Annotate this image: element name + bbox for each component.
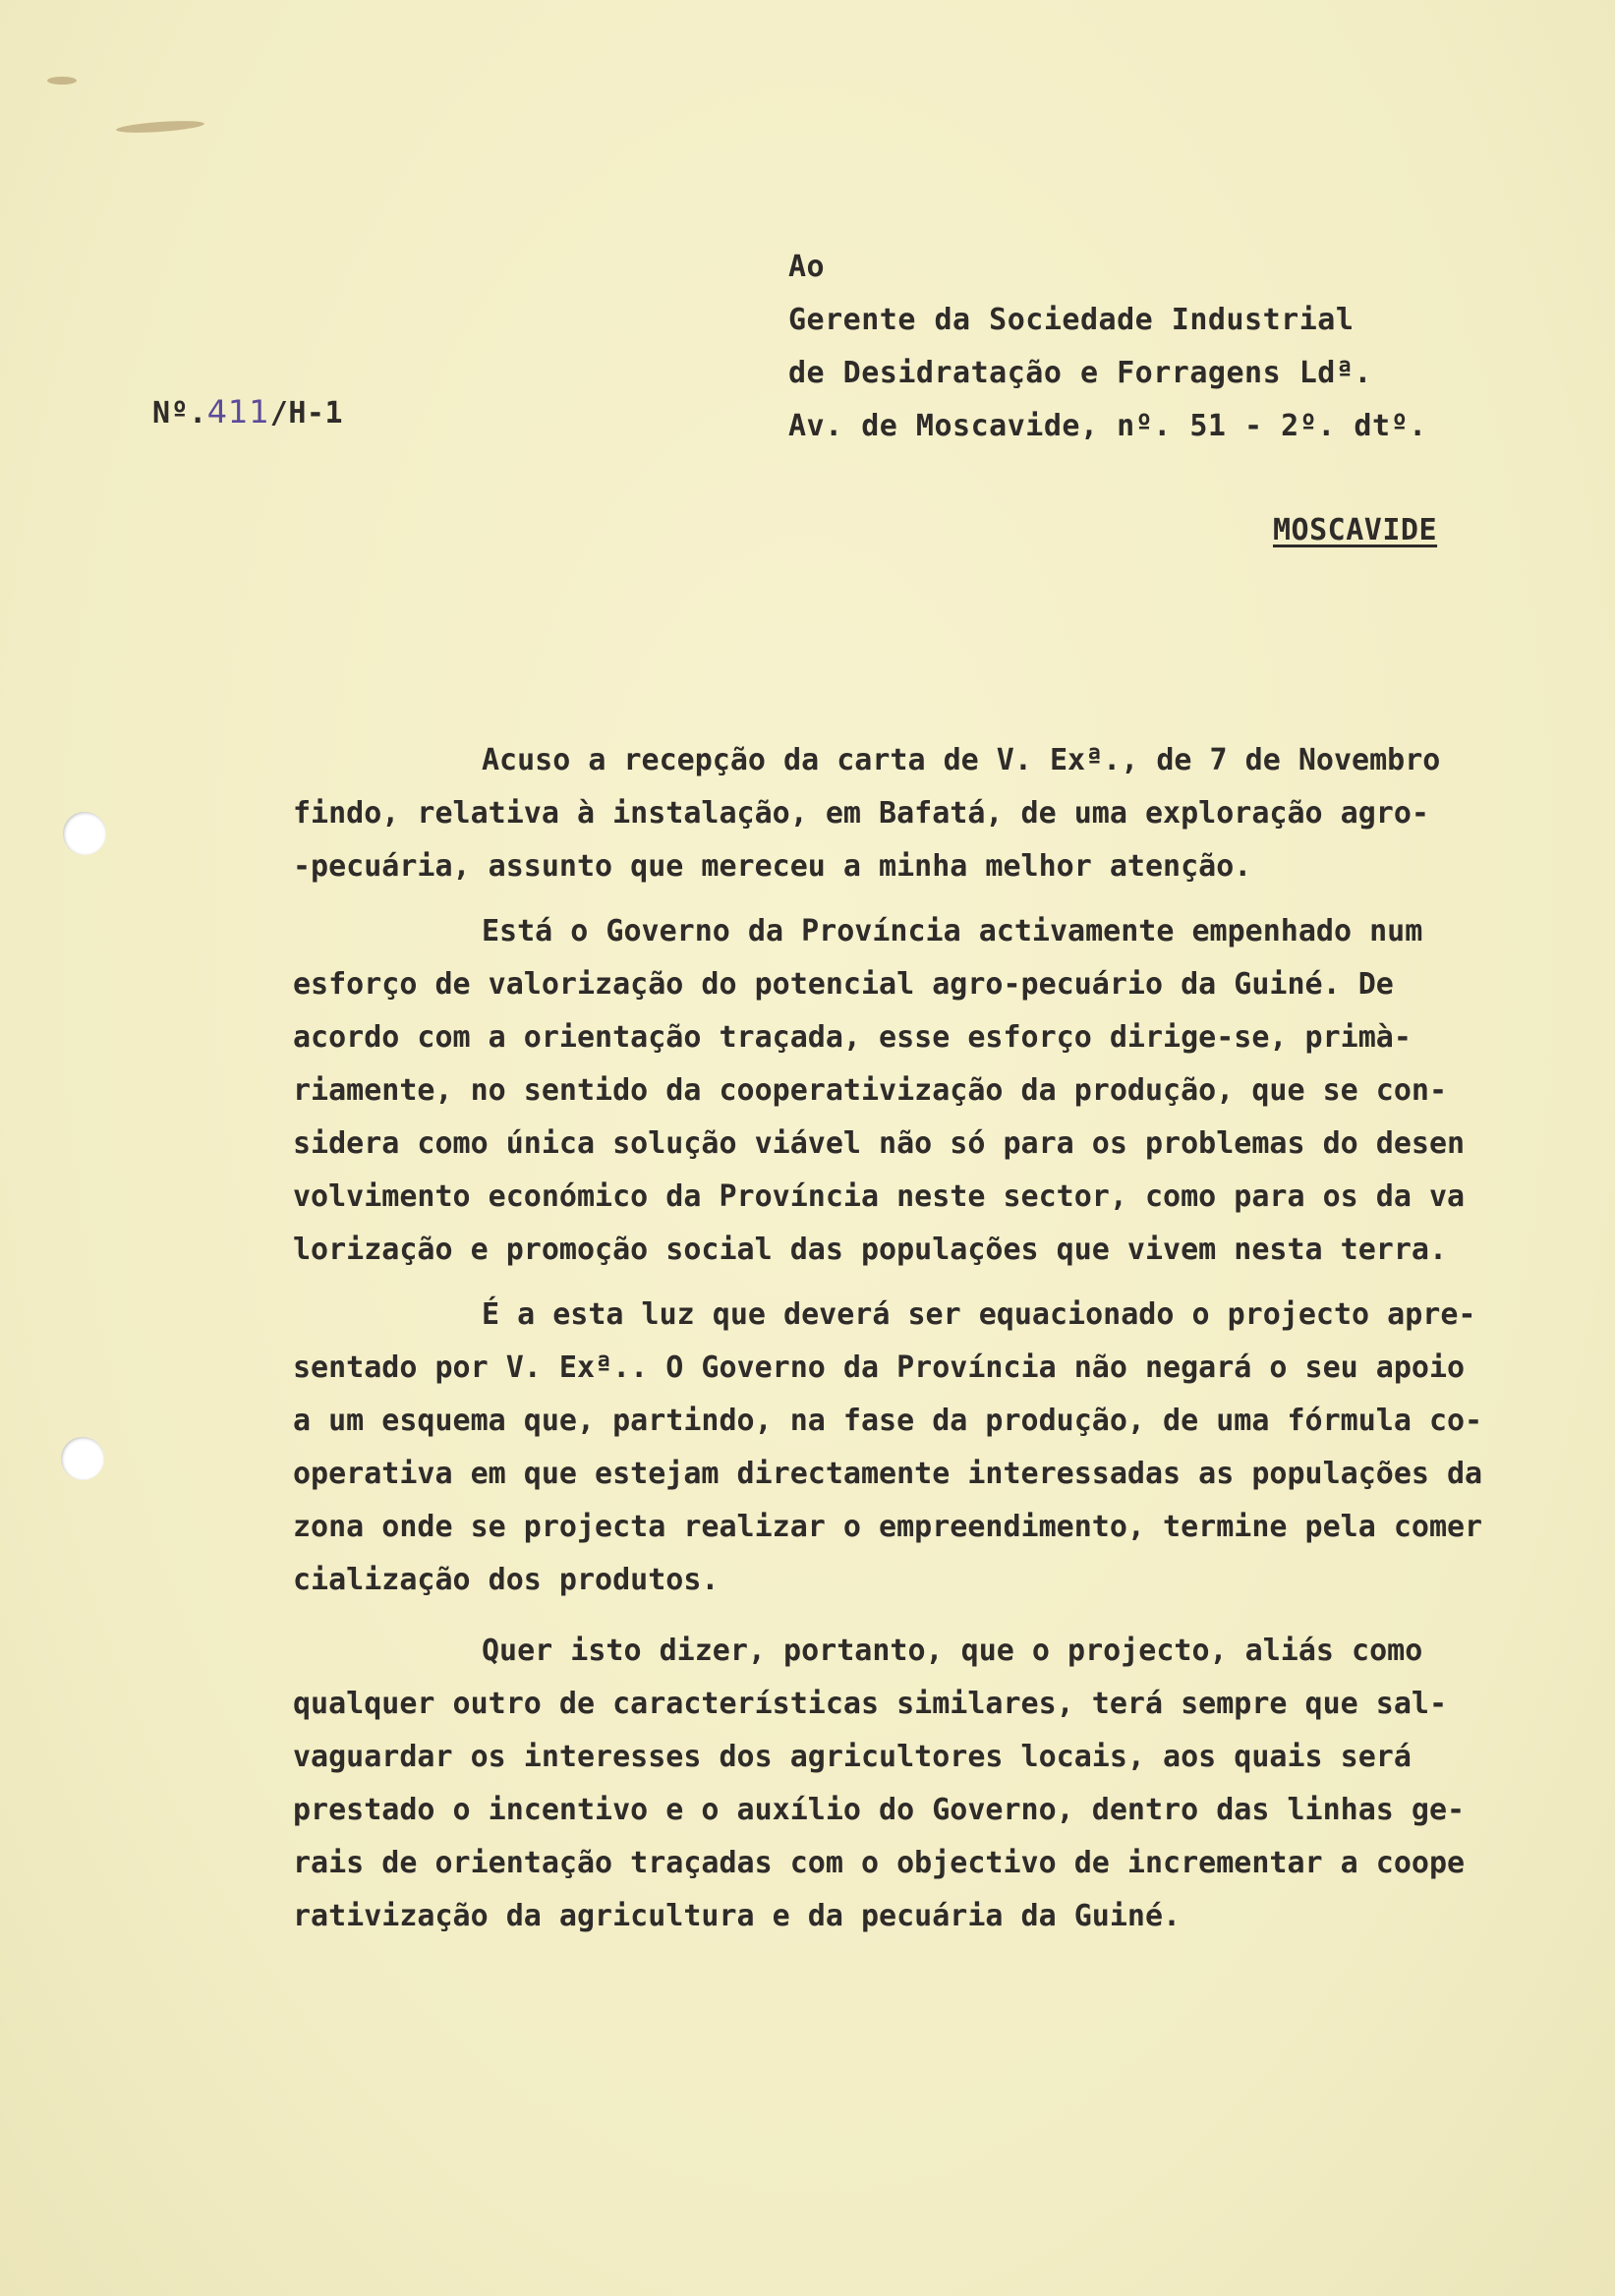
punch-hole xyxy=(61,1437,104,1480)
paragraph-4-line-5: rais de orientação traçadas com o objectivo de incrementar a coope xyxy=(293,1846,1466,1880)
paragraph-3-line-5: zona onde se projecta realizar o empreendimento, termine pela comer xyxy=(293,1510,1483,1544)
recipient-line-3: Av. de Moscavide, nº. 51 - 2º. dtº. xyxy=(788,409,1427,443)
reference-number: Nº.411/H-1 xyxy=(152,393,344,430)
paragraph-4-line-4: prestado o incentivo e o auxílio do Governo, dentro das linhas ge- xyxy=(293,1793,1466,1827)
paragraph-2-line-2: esforço de valorização do potencial agro-pecuário da Guiné. De xyxy=(293,967,1394,1002)
paragraph-2-line-3: acordo com a orientação traçada, esse esforço dirige-se, primà- xyxy=(293,1020,1412,1055)
recipient-line-2: de Desidratação e Forragens Ldª. xyxy=(788,356,1372,390)
paragraph-3-line-6: cialização dos produtos. xyxy=(293,1563,720,1597)
paragraph-4-line-1: Quer isto dizer, portanto, que o projecto, aliás como xyxy=(482,1634,1423,1668)
paragraph-3-line-1: É a esta luz que deverá ser equacionado o projecto apre- xyxy=(482,1297,1476,1332)
paragraph-3-line-4: operativa em que estejam directamente interessadas as populações da xyxy=(293,1457,1483,1491)
paragraph-4-line-3: vaguardar os interesses dos agricultores locais, aos quais será xyxy=(293,1740,1412,1774)
paragraph-2-line-5: sidera como única solução viável não só para os problemas do desen xyxy=(293,1126,1466,1161)
paragraph-2-line-6: volvimento económico da Província neste sector, como para os da va xyxy=(293,1179,1466,1214)
paragraph-4-line-2: qualquer outro de características similares, terá sempre que sal- xyxy=(293,1687,1447,1721)
paragraph-1-line-2: findo, relativa à instalação, em Bafatá, de uma exploração agro- xyxy=(293,796,1429,831)
punch-hole xyxy=(63,812,106,855)
paragraph-4-line-6: rativização da agricultura e da pecuária da Guiné. xyxy=(293,1899,1182,1933)
paragraph-1-line-1: Acuso a recepção da carta de V. Exª., de 7 de Novembro xyxy=(482,743,1441,777)
paragraph-3-line-3: a um esquema que, partindo, na fase da produção, de uma fórmula co- xyxy=(293,1404,1483,1438)
paragraph-2-line-7: lorização e promoção social das populações que vivem nesta terra. xyxy=(293,1233,1447,1267)
paper-stain xyxy=(47,77,77,85)
recipient-salutation: Ao xyxy=(788,250,826,284)
recipient-city: MOSCAVIDE xyxy=(1273,513,1438,547)
paragraph-2-line-4: riamente, no sentido da cooperativização da produção, que se con- xyxy=(293,1073,1447,1108)
handwritten-number: 411 xyxy=(206,393,270,430)
paper-stain xyxy=(116,119,204,135)
paragraph-3-line-2: sentado por V. Exª.. O Governo da Província não negará o seu apoio xyxy=(293,1350,1466,1385)
recipient-line-1: Gerente da Sociedade Industrial xyxy=(788,303,1355,337)
paragraph-1-line-3: -pecuária, assunto que mereceu a minha melhor atenção. xyxy=(293,849,1252,884)
paragraph-2-line-1: Está o Governo da Província activamente empenhado num xyxy=(482,914,1423,948)
